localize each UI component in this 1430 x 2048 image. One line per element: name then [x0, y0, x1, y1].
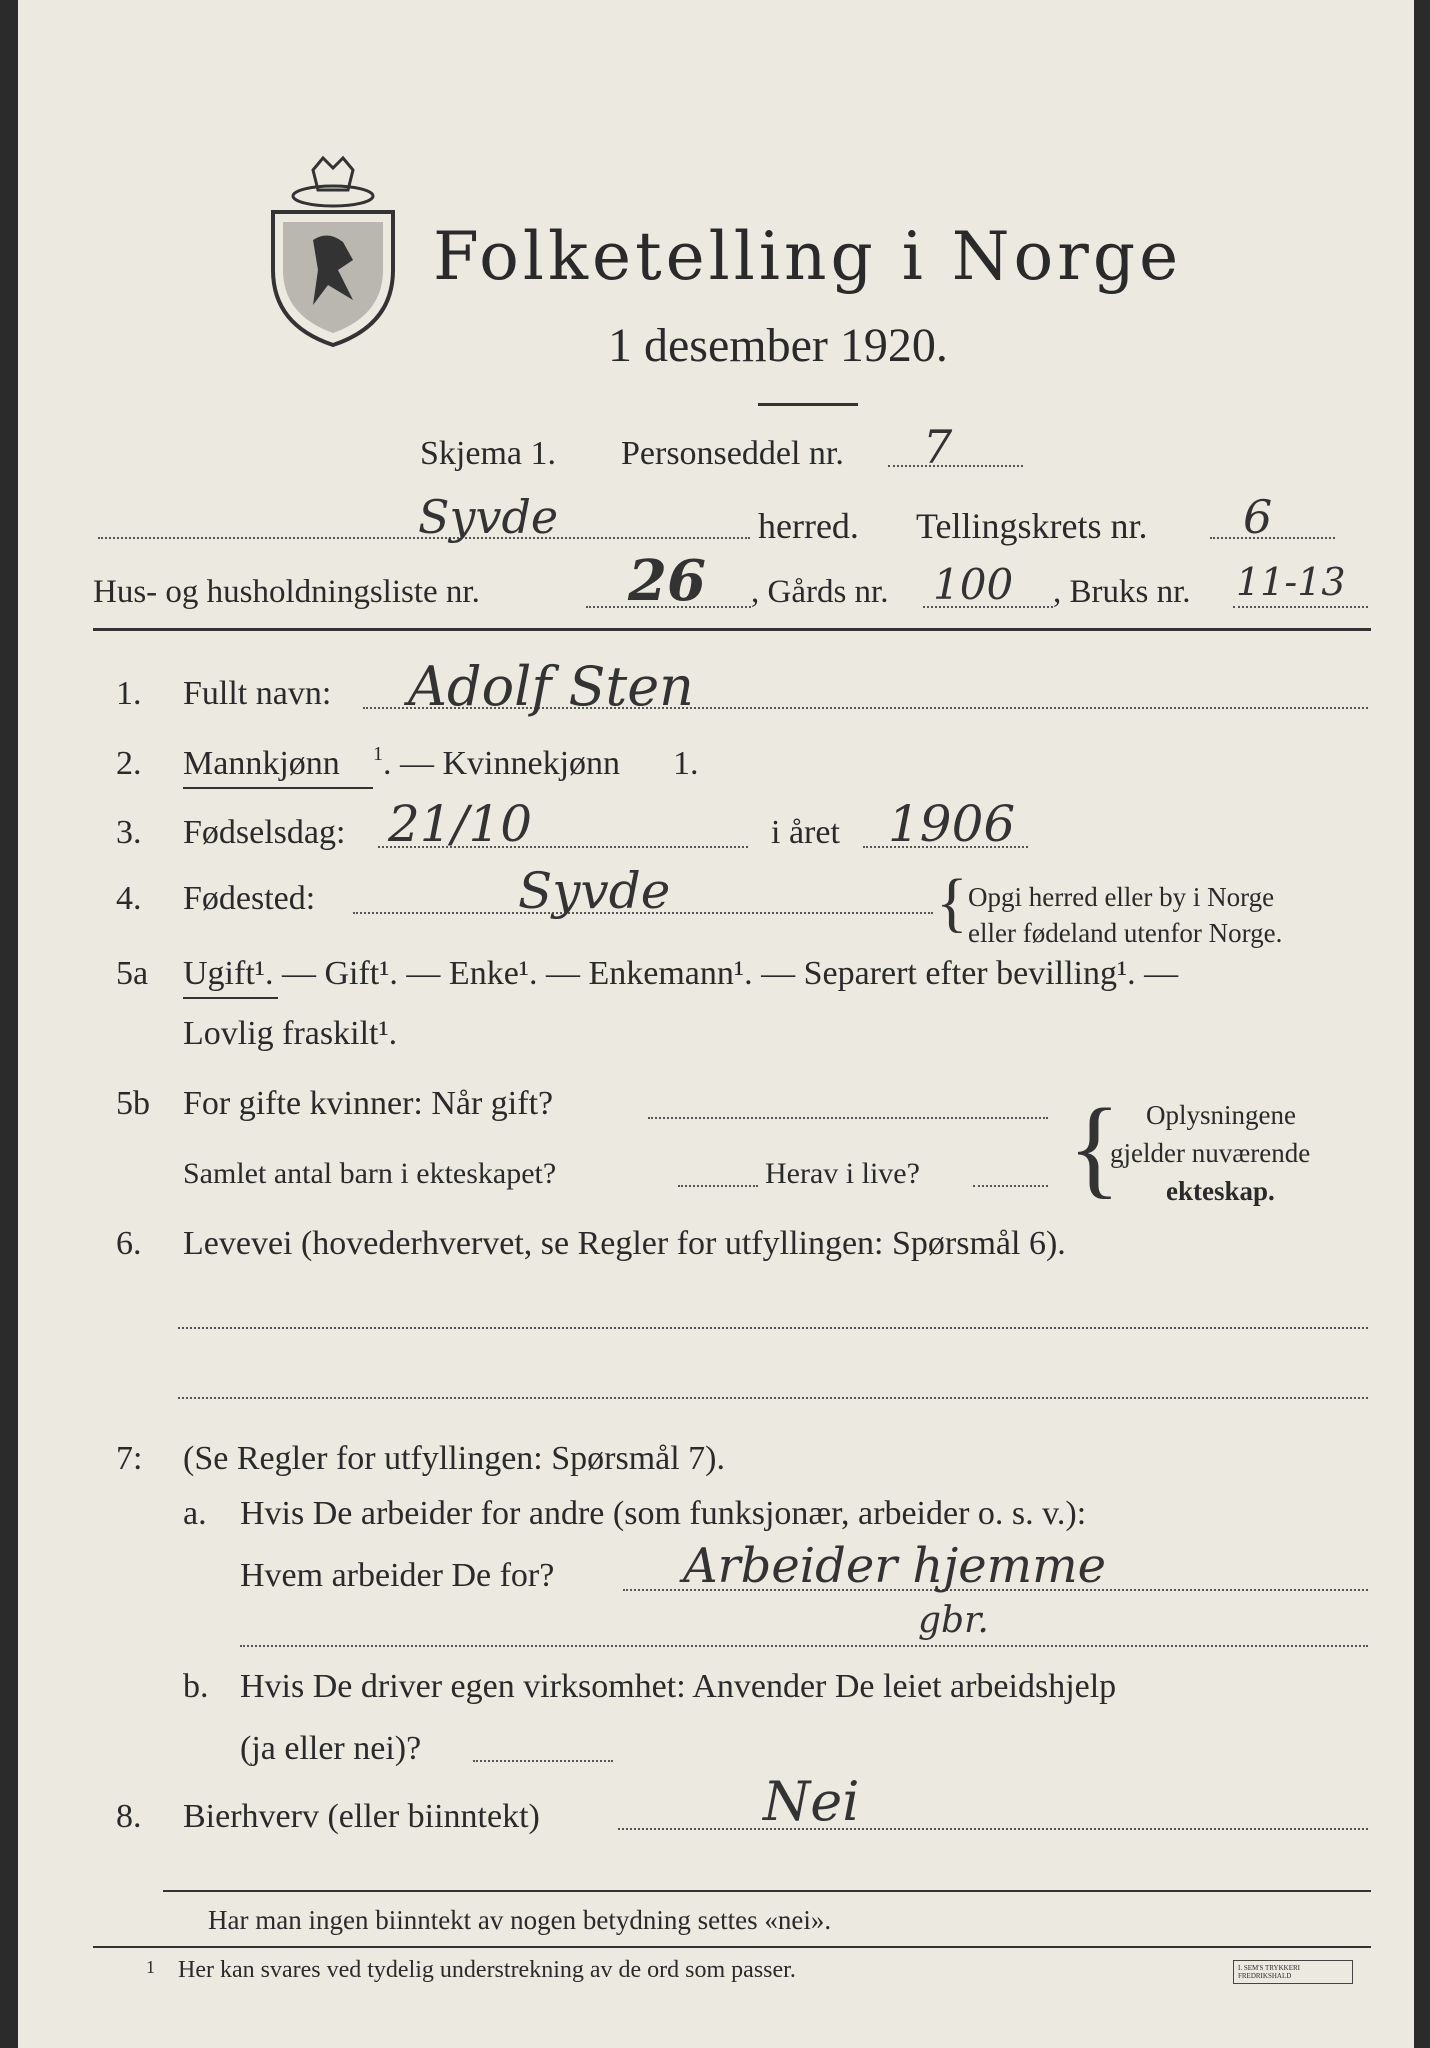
header-divider [93, 628, 1371, 631]
q5b-label-1: For gifte kvinner: Når gift? [183, 1085, 554, 1122]
q5a-options[interactable]: Ugift¹. — Gift¹. — Enke¹. — Enkemann¹. — Separert efter bevilling¹. — [183, 955, 1179, 992]
title-divider [758, 403, 858, 406]
q6-number: 6. [116, 1225, 142, 1262]
husliste-label: Hus- og husholdningsliste nr. [93, 574, 480, 610]
printer-mark: I. SEM'S TRYKKERI FREDRIKSHALD [1233, 1960, 1353, 1984]
q2-male-underline [183, 787, 373, 789]
footnote-text: Her kan svares ved tydelig understrekning av de ord som passer. [178, 1957, 796, 1983]
husliste-value[interactable]: 26 [628, 548, 706, 614]
q7-label: (Se Regler for utfyllingen: Spørsmål 7). [183, 1440, 726, 1477]
personseddel-label: Personseddel nr. [621, 435, 844, 472]
q5b-brace: { [1068, 1086, 1121, 1208]
bruks-line [1233, 606, 1368, 608]
q5a-options-line2[interactable]: Lovlig fraskilt¹. [183, 1015, 398, 1052]
q2-end: 1. [673, 745, 699, 782]
q7a-letter: a. [183, 1495, 207, 1532]
q7a-line-2: Hvem arbeider De for? [240, 1557, 555, 1594]
q2-option-female[interactable]: . — Kvinnekjønn [383, 745, 621, 782]
q5a-ugift-underline [183, 997, 278, 999]
tellingskrets-value[interactable]: 6 [1243, 490, 1273, 544]
q5a-number: 5a [116, 955, 149, 992]
q4-note-1: Opgi herred eller by i Norge [968, 882, 1275, 912]
tellingskrets-line [1210, 537, 1335, 539]
q3-year-value[interactable]: 1906 [888, 795, 1016, 853]
q1-number: 1. [116, 675, 142, 712]
q7b-letter: b. [183, 1668, 209, 1705]
bruks-value[interactable]: 11-13 [1236, 560, 1346, 604]
q7b-line-1: Hvis De driver egen virksomhet: Anvender De leiet arbeidshjelp [240, 1668, 1117, 1705]
q7b-line-2: (ja eller nei)? [240, 1730, 422, 1767]
coat-of-arms-icon [258, 150, 408, 350]
q3-year-label: i året [771, 814, 840, 851]
bruks-label: , Bruks nr. [1053, 574, 1191, 610]
census-form [18, 0, 1414, 2048]
q8-label: Bierhverv (eller biinntekt) [183, 1798, 540, 1835]
q4-number: 4. [116, 880, 142, 917]
personseddel-value[interactable]: 7 [923, 420, 953, 474]
q7a-line-1: Hvis De arbeider for andre (som funksjonær, arbeider o. s. v.): [240, 1495, 1087, 1532]
q5b-line-3 [973, 1185, 1048, 1187]
q7-number: 7: [116, 1440, 143, 1477]
q3-label: Fødselsdag: [183, 814, 346, 851]
q5b-line-1 [648, 1117, 1048, 1119]
q8-number: 8. [116, 1798, 142, 1835]
tellingskrets-label: Tellingskrets nr. [916, 506, 1148, 546]
q5b-label-2: Samlet antal barn i ekteskapet? [183, 1157, 557, 1190]
gards-label: , Gårds nr. [751, 574, 889, 610]
footer-note: Har man ingen biinntekt av nogen betydning settes «nei». [208, 1905, 832, 1935]
q5b-line-2 [678, 1185, 758, 1187]
q3-value[interactable]: 21/10 [388, 795, 533, 853]
q4-note-2: eller fødeland utenfor Norge. [968, 918, 1283, 948]
q3-number: 3. [116, 814, 142, 851]
schema-label: Skjema 1. [420, 435, 556, 472]
q4-brace: { [936, 866, 968, 939]
q2-sup: 1 [373, 743, 383, 765]
q5b-label-3: Herav i live? [765, 1157, 920, 1190]
q5b-note-3: ekteskap. [1166, 1176, 1275, 1206]
q7a-answer-line-2 [240, 1645, 1368, 1647]
q6-label: Levevei (hovederhvervet, se Regler for utfyllingen: Spørsmål 6). [183, 1225, 1066, 1262]
q2-option-male[interactable]: Mannkjønn [183, 745, 340, 782]
q5b-note-1: Oplysningene [1146, 1100, 1296, 1130]
herred-label: herred. [758, 506, 859, 546]
q7b-answer-line [473, 1760, 613, 1762]
q7a-value-1[interactable]: Arbeider hjemme [683, 1538, 1107, 1594]
q1-value[interactable]: Adolf Sten [408, 655, 694, 718]
footer-divider [163, 1890, 1371, 1892]
q5b-note-2: gjelder nuværende [1110, 1138, 1311, 1168]
q6-line-2 [178, 1397, 1368, 1399]
form-title: Folketelling i Norge [433, 218, 1183, 295]
q4-label: Fødested: [183, 880, 316, 917]
q7a-value-2[interactable]: gbr. [918, 1600, 989, 1641]
personseddel-line [888, 465, 1023, 467]
footnote-marker: 1 [146, 1957, 155, 1977]
footnote-divider [93, 1946, 1371, 1948]
q6-line-1 [178, 1327, 1368, 1329]
herred-value[interactable]: Syvde [418, 490, 559, 544]
q4-value[interactable]: Syvde [518, 862, 671, 920]
q8-value[interactable]: Nei [763, 1770, 860, 1833]
q1-label: Fullt navn: [183, 675, 332, 712]
q8-line [618, 1828, 1368, 1830]
gards-value[interactable]: 100 [933, 560, 1014, 609]
q5b-number: 5b [116, 1085, 150, 1122]
q2-number: 2. [116, 745, 142, 782]
census-date: 1 desember 1920. [608, 319, 948, 372]
